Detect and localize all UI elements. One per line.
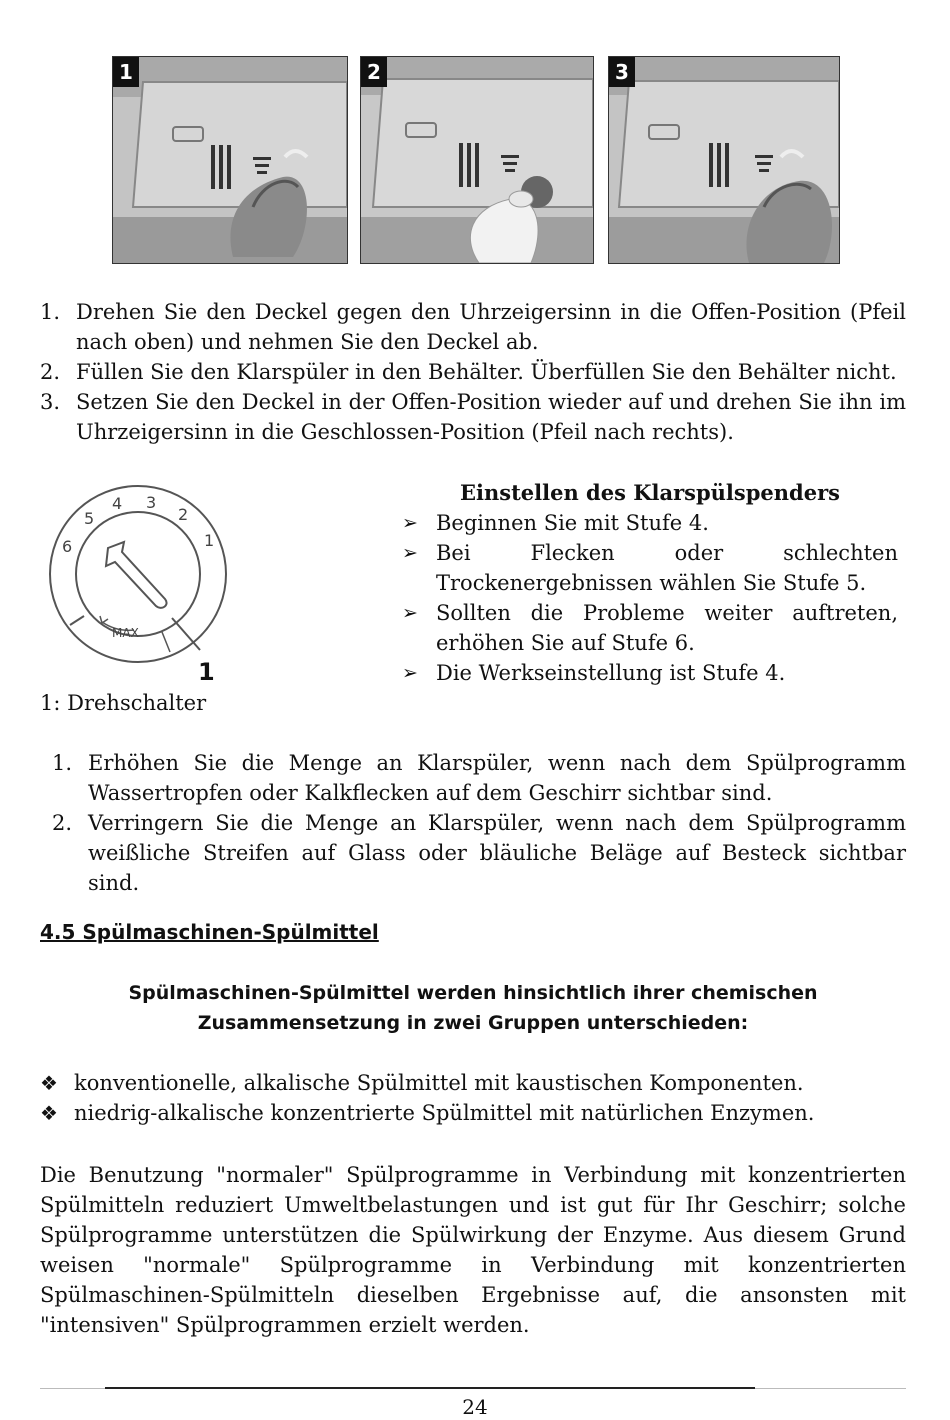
list-item <box>40 387 906 447</box>
photo-step-3-image <box>609 57 839 263</box>
step-number: 2. <box>52 811 73 835</box>
dial-label-4: 4 <box>112 494 123 513</box>
list-item <box>52 748 906 808</box>
dial-caption: 1: Drehschalter <box>40 691 207 715</box>
rinse-aid-settings <box>402 478 898 688</box>
page-number: 24 <box>462 1395 488 1419</box>
dosage-adjustment-list <box>52 748 906 898</box>
dial-callout-number: 1 <box>198 658 215 686</box>
photo-step-2 <box>360 56 594 264</box>
section-subheading: Spülmaschinen-Spülmittel werden hinsichtlich ihrer chemischen Zusammensetzung in zwei Gruppen unterschieden: <box>128 982 818 1034</box>
section-heading: 4.5 Spülmaschinen-Spülmittel <box>40 920 379 944</box>
type-text: niedrig-alkalische konzentrierte Spülmittel mit natürlichen Enzymen. <box>74 1101 815 1125</box>
settings-list <box>402 508 898 688</box>
list-item <box>402 538 898 598</box>
arrow-bullet-icon: ➢ <box>402 512 418 534</box>
arrow-bullet-icon: ➢ <box>402 542 418 564</box>
dial-max-label: MAX <box>112 626 139 640</box>
photo-number: 3 <box>609 57 635 87</box>
list-item <box>40 1098 906 1128</box>
rinse-aid-dial-diagram <box>42 482 252 686</box>
photo-step-1 <box>112 56 348 264</box>
refill-instructions <box>40 297 906 447</box>
step-text: Setzen Sie den Deckel in der Offen-Position wieder auf und drehen Sie ihn im Uhrzeigersinn in die Geschlossen-Position (Pfeil nach rechts). <box>76 390 906 444</box>
detergent-types-list <box>40 1068 906 1128</box>
settings-text: Bei Flecken oder schlechten Trockenergebnissen wählen Sie Stufe 5. <box>436 541 898 595</box>
list-item <box>402 508 898 538</box>
body-paragraph: Die Benutzung "normaler" Spülprogramme in Verbindung mit konzentrierten Spülmitteln reduziert Umweltbelastungen und ist gut für Ihr Geschirr; solche Spülprogramme unterstützen die Spülwirkung der Enzyme. Aus diesem Grund weisen "normale" Spülprogramme in Verbindung mit konzentrierten Spülmaschinen-Spülmitteln dieselben Ergebnisse auf, die ansonsten mit "intensiven" Spülprogrammen erzielt werden. <box>40 1163 906 1337</box>
step-text: Erhöhen Sie die Menge an Klarspüler, wenn nach dem Spülprogramm Wassertropfen oder Kalkflecken auf dem Geschirr sichtbar sind. <box>88 751 906 805</box>
footer-divider-bold <box>105 1387 755 1389</box>
step-number: 1. <box>52 751 73 775</box>
settings-text: Beginnen Sie mit Stufe 4. <box>436 511 709 535</box>
dial-label-6: 6 <box>62 537 73 556</box>
settings-title: Einstellen des Klarspülspenders <box>460 480 840 505</box>
step-text: Drehen Sie den Deckel gegen den Uhrzeigersinn in die Offen-Position (Pfeil nach oben) und nehmen Sie den Deckel ab. <box>76 300 906 354</box>
list-item <box>52 808 906 898</box>
photo-number: 1 <box>113 57 139 87</box>
step-number: 3. <box>40 390 61 414</box>
step-text: Füllen Sie den Klarspüler in den Behälter. Überfüllen Sie den Behälter nicht. <box>76 360 897 384</box>
arrow-bullet-icon: ➢ <box>402 602 418 624</box>
photo-step-1-image <box>113 57 347 263</box>
list-item <box>402 598 898 658</box>
step-number: 2. <box>40 360 61 384</box>
dial-label-1: 1 <box>204 531 215 550</box>
list-item <box>40 357 906 387</box>
photo-number: 2 <box>361 57 387 87</box>
dial-label-3: 3 <box>146 493 157 512</box>
settings-text: Sollten die Probleme weiter auftreten, erhöhen Sie auf Stufe 6. <box>436 601 898 655</box>
arrow-bullet-icon: ➢ <box>402 662 418 684</box>
diamond-bullet-icon: ❖ <box>40 1101 58 1125</box>
instruction-photos <box>112 56 840 264</box>
photo-step-2-image <box>361 57 593 263</box>
list-item <box>402 658 898 688</box>
step-number: 1. <box>40 300 61 324</box>
photo-step-3 <box>608 56 840 264</box>
list-item <box>40 297 906 357</box>
diamond-bullet-icon: ❖ <box>40 1071 58 1095</box>
type-text: konventionelle, alkalische Spülmittel mit kaustischen Komponenten. <box>74 1071 804 1095</box>
list-item <box>40 1068 906 1098</box>
settings-text: Die Werkseinstellung ist Stufe 4. <box>436 661 786 685</box>
step-text: Verringern Sie die Menge an Klarspüler, wenn nach dem Spülprogramm weißliche Streifen auf Glass oder bläuliche Beläge auf Besteck sichtbar sind. <box>88 811 906 895</box>
dial-label-2: 2 <box>178 505 189 524</box>
dial-label-5: 5 <box>84 509 95 528</box>
